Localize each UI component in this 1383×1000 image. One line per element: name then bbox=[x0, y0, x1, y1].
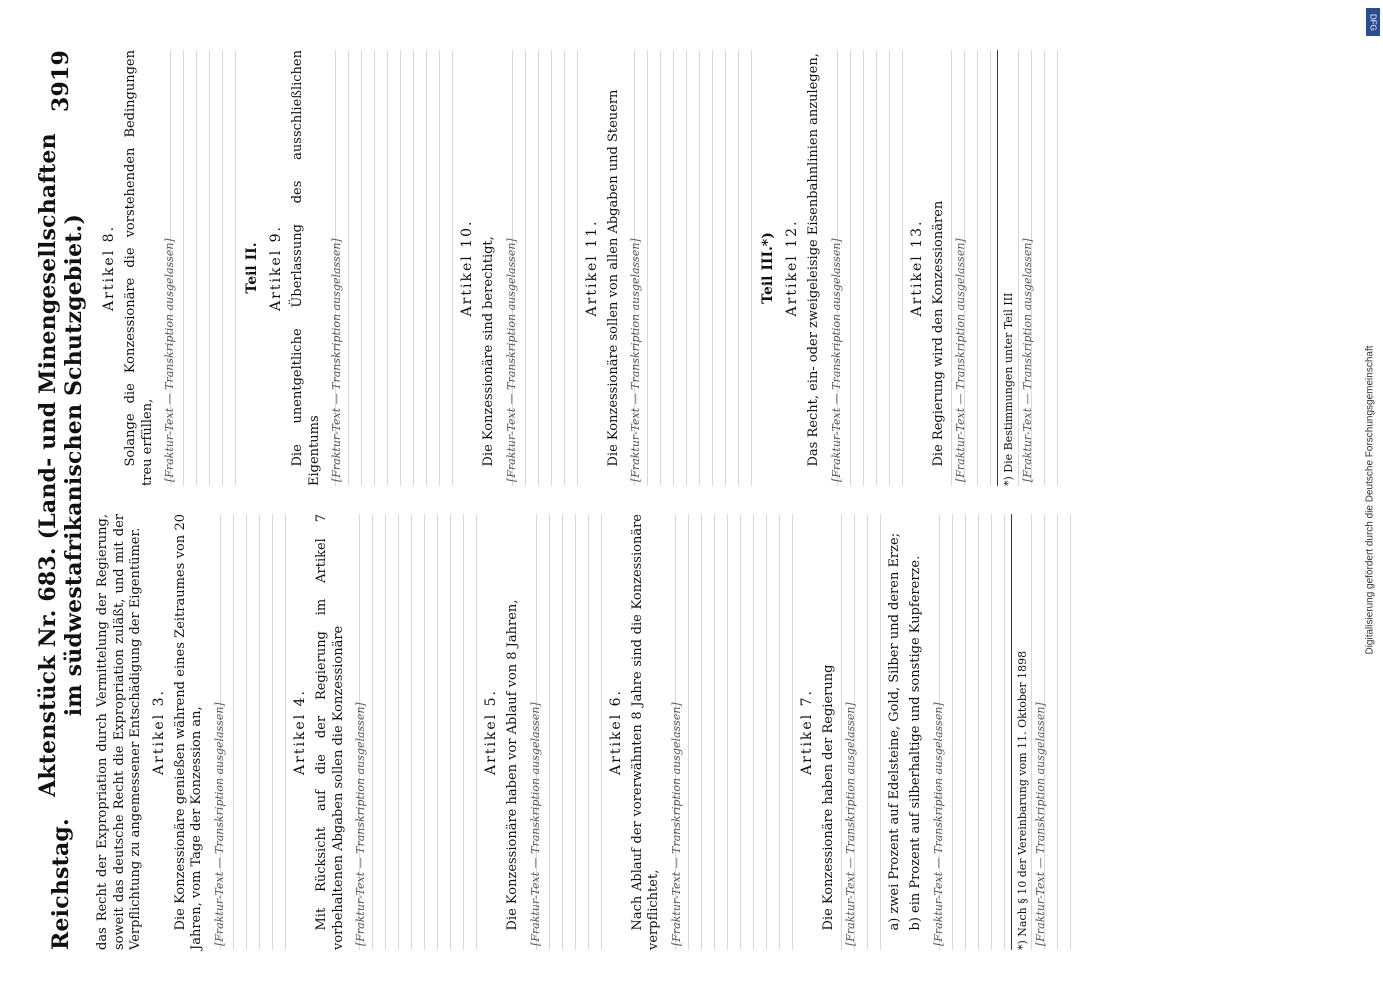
article-10-text: Die Konzessionäre sind berechtigt, bbox=[481, 236, 497, 467]
lead-paragraph: das Recht der Expropriation durch Vermittelung der Regierung, soweit das deutsche Recht die Expropriation zuläßt, und mit der Verpflichtung zu angemessener Entschädigung der Eigentümer. bbox=[95, 514, 144, 950]
text-placeholder: [Fraktur-Text — Transkription ausgelassen] bbox=[327, 50, 453, 486]
footnote-right bbox=[997, 50, 1058, 486]
text-placeholder: [Fraktur-Text — Transkription ausgelassen] bbox=[929, 514, 1005, 950]
text-placeholder: [Fraktur-Text — Transkription ausgelassen] bbox=[1031, 514, 1071, 950]
article-4-heading: Artikel 4. bbox=[292, 689, 309, 775]
article-7-text: Die Konzessionäre haben der Regierung bbox=[820, 664, 836, 931]
article-11-text: Die Konzessionäre sollen von allen Abgaben und Steuern bbox=[605, 89, 621, 467]
text-placeholder: [Fraktur-Text — Transkription ausgelassen] bbox=[951, 50, 991, 486]
list-item-b: b) ein Prozent auf silberhaltige und sonstige Kupfererze. bbox=[908, 555, 924, 931]
text-placeholder: [Fraktur-Text — Transkription ausgelassen] bbox=[841, 514, 881, 950]
article-9-heading: Artikel 9. bbox=[268, 225, 285, 311]
article-8-text: Solange die Konzessionäre die vorstehenden Bedingungen treu erfüllen, bbox=[122, 50, 155, 486]
text-placeholder: [Fraktur-Text — Transkription ausgelassen] bbox=[526, 514, 602, 950]
article-9-text: Die unentgeltliche Überlassung des ausschließlichen Eigentums bbox=[289, 50, 322, 486]
article-8-heading: Artikel 8. bbox=[101, 225, 117, 311]
article-4-text: Mit Rücksicht auf die der Regierung im Artikel 7 vorbehaltenen Abgaben sollen die Konzessionäre bbox=[313, 514, 346, 950]
article-5-text: Die Konzessionäre haben vor Ablauf von 8 Jahren, bbox=[505, 599, 521, 931]
dfg-logo: DFG bbox=[1366, 8, 1380, 36]
column-left bbox=[95, 514, 1341, 950]
article-10-heading: Artikel 10. bbox=[459, 219, 476, 317]
article-12-heading: Artikel 12. bbox=[784, 219, 801, 317]
text-placeholder: [Fraktur-Text — Transkription ausgelassen] bbox=[667, 514, 793, 950]
article-13-text: Die Regierung wird den Konzessionären bbox=[930, 200, 946, 467]
credit-text: Digitalisierung gefördert durch die Deutsche Forschungsgemeinschaft bbox=[1364, 345, 1376, 655]
article-3-text: Die Konzessionäre genießen während eines Zeitraumes von 20 Jahren, vom Tage der Konzession an, bbox=[172, 514, 205, 950]
article-5-heading: Artikel 5. bbox=[483, 689, 500, 775]
article-3-heading: Artikel 3. bbox=[150, 689, 167, 775]
page-number: 3919 bbox=[48, 50, 74, 113]
text-placeholder: [Fraktur-Text — Transkription ausgelassen] bbox=[351, 514, 477, 950]
list-item-a: a) zwei Prozent auf Edelsteine, Gold, Silber und deren Erze; bbox=[887, 532, 903, 931]
running-header bbox=[35, 50, 87, 950]
article-12-text: Das Recht, ein- oder zweigeleisige Eisenbahnlinien anzulegen, bbox=[806, 53, 822, 467]
text-placeholder: [Fraktur-Text — Transkription ausgelassen] bbox=[626, 50, 752, 486]
column-right bbox=[95, 50, 1341, 486]
header-left: Reichstag. bbox=[48, 818, 74, 950]
document-page bbox=[35, 50, 1341, 950]
article-11-heading: Artikel 11. bbox=[583, 219, 600, 317]
part-3-heading: Teil III.*) bbox=[760, 232, 777, 304]
footnote-right-start: *) Die Bestimmungen unter Teil III bbox=[1002, 292, 1016, 486]
article-6-heading: Artikel 6. bbox=[607, 689, 624, 775]
part-2-heading: Teil II. bbox=[244, 242, 261, 294]
text-placeholder: [Fraktur-Text — Transkription ausgelassen] bbox=[210, 514, 286, 950]
text-placeholder: [Fraktur-Text — Transkription ausgelassen] bbox=[160, 50, 236, 486]
article-13-heading: Artikel 13. bbox=[908, 219, 925, 317]
text-placeholder: [Fraktur-Text — Transkription ausgelassen] bbox=[1018, 50, 1058, 486]
text-placeholder: [Fraktur-Text — Transkription ausgelassen] bbox=[502, 50, 578, 486]
text-placeholder: [Fraktur-Text — Transkription ausgelassen] bbox=[827, 50, 903, 486]
footnote-left bbox=[1011, 514, 1072, 950]
footnote-left-start: *) Nach § 10 der Vereinbarung vom 11. Oktober 1898 bbox=[1015, 650, 1029, 950]
article-7-heading: Artikel 7. bbox=[798, 689, 815, 775]
digitization-credit bbox=[1361, 10, 1379, 990]
header-title: Aktenstück Nr. 683. (Land- und Minengesellschaften im südwestafrikanischen Schutzgebiet.) bbox=[35, 133, 87, 797]
article-6-text: Nach Ablauf der vorerwähnten 8 Jahre sind die Konzessionäre verpflichtet, bbox=[629, 514, 662, 950]
